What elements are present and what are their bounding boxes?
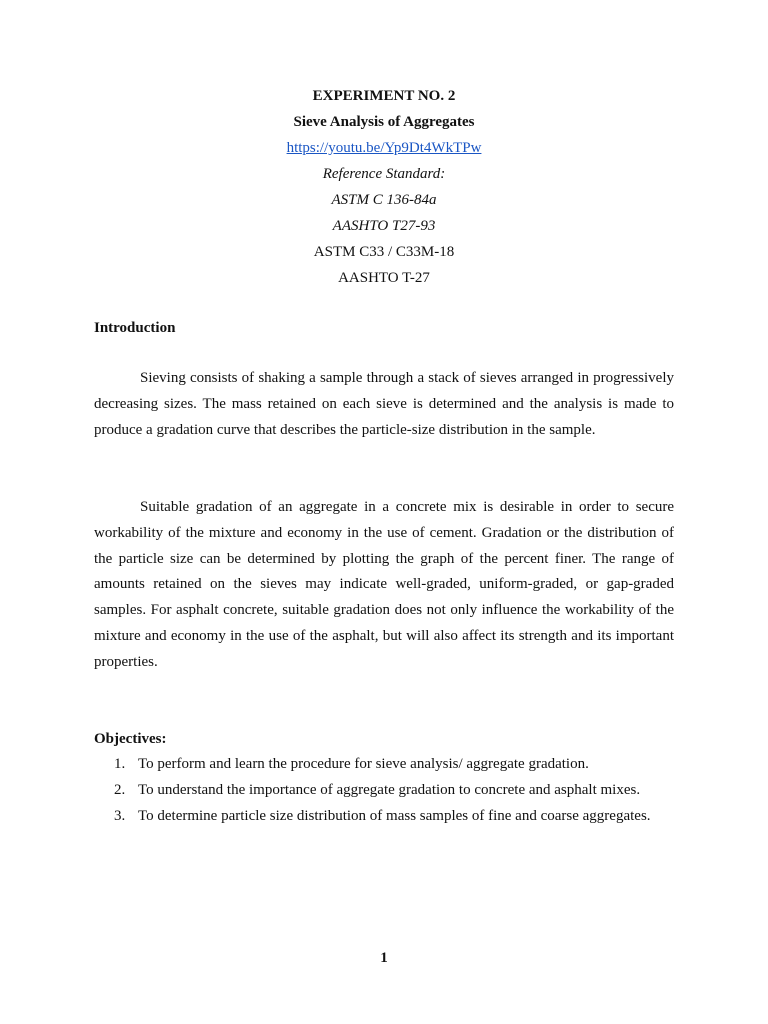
introduction-heading: Introduction — [94, 320, 176, 336]
objective-number: 3. — [114, 807, 126, 824]
video-link-line — [0, 138, 768, 158]
objective-text: To understand the importance of aggregate gradation to concrete and asphalt mixes. — [138, 781, 641, 798]
objective-number: 2. — [114, 781, 126, 798]
objective-text: To perform and learn the procedure for sieve analysis/ aggregate gradation. — [138, 756, 589, 772]
objectives-list — [94, 752, 674, 829]
standard-aashto-t-27: AASHTO T-27 — [338, 270, 430, 286]
objectives-heading: Objectives: — [94, 731, 167, 747]
introduction-paragraph-2: Suitable gradation of an aggregate in a concrete mix is desirable in order to secure workability of the mixture and economy in the use of cement. Gradation or the distribution of the particle size can be determined by plotting the graph of the percent finer. The range of amounts retained on the sieves may indicate well-graded, uniform-graded, or gap-graded samples. For asphalt concrete, suitable gradation does not only influence the workability of the mixture and economy in the use of the asphalt, but will also affect its strength and its important properties. — [94, 499, 674, 670]
standard-aashto-t27-93: AASHTO T27-93 — [332, 218, 436, 234]
experiment-number: EXPERIMENT NO. 2 — [312, 88, 456, 104]
objective-number: 1. — [114, 756, 126, 772]
objective-item — [94, 778, 674, 804]
introduction-paragraph-1: Sieving consists of shaking a sample through a stack of sieves arranged in progressively decreasing sizes. The mass retained on each sieve is determined and the analysis is made to produce a gradation curve that describes the particle-size distribution in the sample. — [94, 370, 674, 438]
reference-standard-label: Reference Standard: — [322, 166, 446, 182]
standard-astm-c136: ASTM C 136-84a — [331, 192, 437, 208]
objective-item — [94, 804, 674, 830]
objective-text: To determine particle size distribution of mass samples of fine and coarse aggregates. — [138, 807, 651, 824]
video-link[interactable]: https://youtu.be/Yp9Dt4WkTPw — [286, 140, 482, 156]
document-title: Sieve Analysis of Aggregates — [293, 114, 475, 130]
standard-astm-c33: ASTM C33 / C33M-18 — [313, 244, 455, 260]
page-number: 1 — [380, 950, 388, 966]
objective-item — [94, 752, 674, 778]
